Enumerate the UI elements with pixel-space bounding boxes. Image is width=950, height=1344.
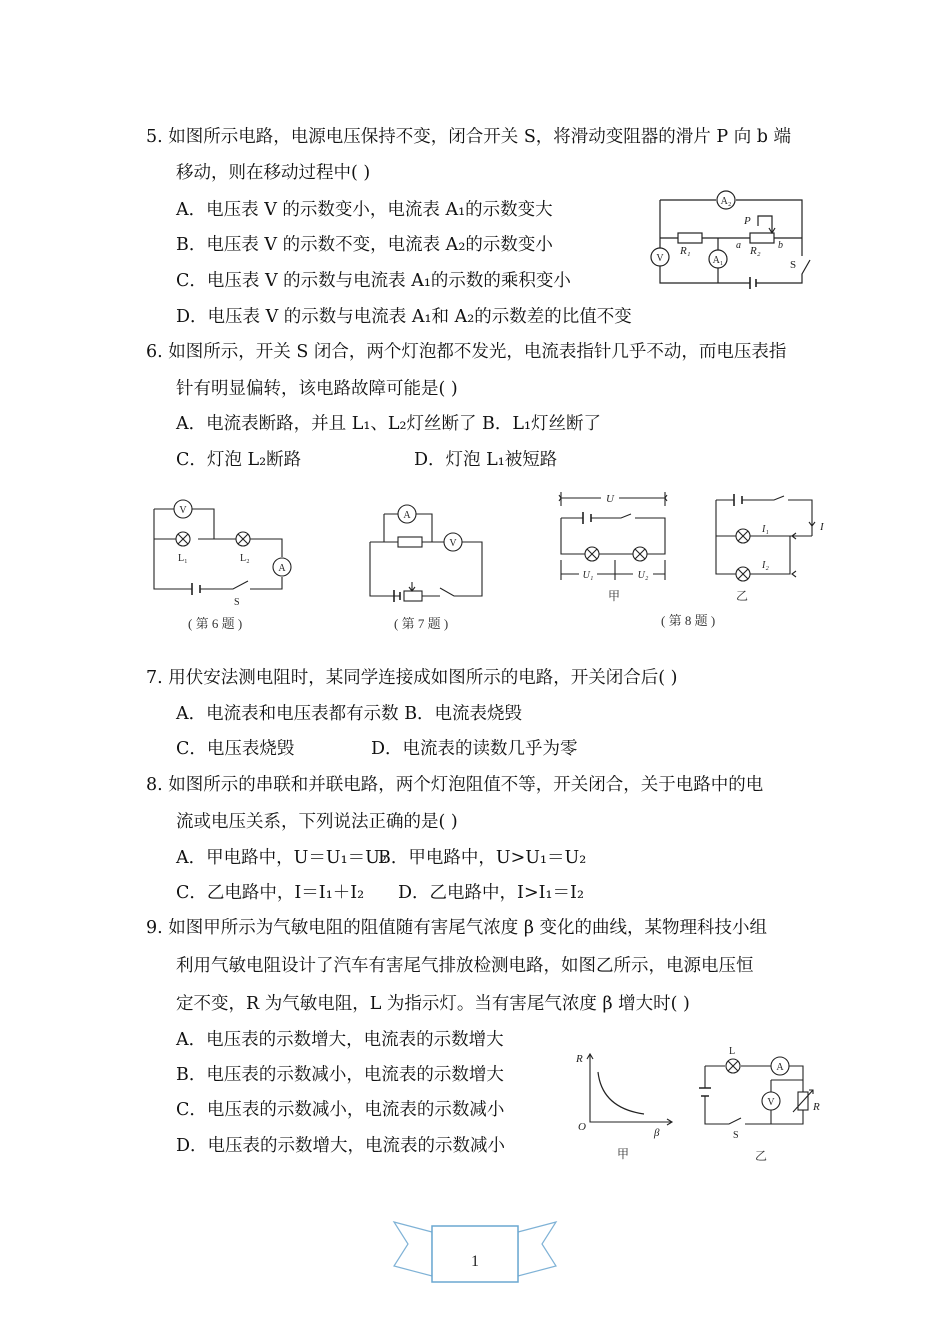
q6-stem-line1: 6. 如图所示，开关 S 闭合，两个灯泡都不发光，电流表指针几乎不动，而电压表指 — [146, 342, 787, 362]
q9-option-b: B．电压表的示数减小，电流表的示数增大 — [176, 1065, 504, 1085]
q9-option-d: D．电压表的示数增大，电流表的示数减小 — [176, 1136, 506, 1156]
q7-circuit-figure — [360, 500, 500, 635]
q5-circuit-figure — [640, 188, 820, 298]
q8-option-b: B．甲电路中，U>U₁＝U₂ — [378, 848, 587, 868]
q9-fig-v: V — [767, 1097, 775, 1108]
q5-fig-p: P — [744, 215, 751, 227]
q9-stem-line2: 利用气敏电阻设计了汽车有害尾气排放检测电路，如图乙所示，电源电压恒 — [176, 956, 754, 976]
q8-parallel-figure — [708, 488, 838, 608]
q7-figure-caption: ( 第 7 题 ) — [394, 616, 449, 631]
q9-fig-a: A — [776, 1062, 784, 1073]
q9-graph-figure — [572, 1050, 682, 1165]
q8-fig-i: I — [820, 521, 824, 533]
q5-fig-a: a — [736, 240, 741, 251]
q5-fig-r1: R₁ — [680, 245, 691, 257]
q8-fig-u1: U₁ — [582, 570, 594, 581]
q6-option-c: C．灯泡 L₂断路 — [176, 450, 302, 470]
q9-fig-yi: 乙 — [755, 1149, 768, 1163]
q9-option-c: C．电压表的示数减小，电流表的示数减小 — [176, 1100, 505, 1120]
q8-option-c: C．乙电路中，I＝I₁＋I₂ — [176, 883, 365, 903]
q9-fig-s: S — [733, 1130, 739, 1141]
q9-fig-origin: O — [578, 1121, 586, 1133]
q5-fig-a2: A₂ — [720, 196, 732, 207]
q7-option-ab: A．电流表和电压表都有示数 B．电流表烧毁 — [176, 704, 523, 724]
q9-circuit-figure — [695, 1040, 835, 1165]
q5-fig-r2: R₂ — [750, 245, 761, 257]
q9-fig-l: L — [729, 1046, 736, 1057]
q6-circuit-figure — [148, 495, 298, 635]
page-number: 1 — [471, 1253, 479, 1270]
q5-stem-line2: 移动，则在移动过程中( ) — [176, 163, 371, 183]
q8-fig-u2: U₂ — [637, 570, 649, 581]
q5-option-b: B．电压表 V 的示数不变，电流表 A₂的示数变小 — [176, 235, 553, 255]
q5-stem-line1: 5. 如图所示电路，电源电压保持不变，闭合开关 S，将滑动变阻器的滑片 P 向 b 端 — [146, 127, 792, 147]
q9-option-a: A．电压表的示数增大，电流表的示数增大 — [176, 1030, 504, 1050]
q6-fig-s: S — [234, 597, 240, 608]
q7-fig-v: V — [449, 538, 457, 549]
q5-fig-b: b — [778, 240, 783, 251]
q5-option-d: D．电压表 V 的示数与电流表 A₁和 A₂的示数差的比值不变 — [176, 307, 632, 327]
q5-option-a: A．电压表 V 的示数变小，电流表 A₁的示数变大 — [176, 200, 553, 220]
q6-stem-line2: 针有明显偏转，该电路故障可能是( ) — [176, 379, 458, 399]
q9-fig-beta: β — [654, 1127, 660, 1139]
footer-ribbon — [390, 1218, 560, 1288]
q8-figure-caption: ( 第 8 题 ) — [661, 613, 716, 628]
q9-fig-r-axis: R — [576, 1053, 583, 1065]
q8-series-figure — [555, 488, 675, 608]
q7-fig-a: A — [403, 510, 411, 521]
q5-fig-a1: A₁ — [712, 255, 724, 266]
q7-stem: 7. 用伏安法测电阻时，某同学连接成如图所示的电路，开关闭合后( ) — [146, 668, 678, 688]
q8-fig-i1: I₁ — [762, 524, 769, 535]
q7-option-d: D．电流表的读数几乎为零 — [371, 739, 578, 759]
q9-stem-line3: 定不变，R 为气敏电阻，L 为指示灯。当有害尾气浓度 β 增大时( ) — [176, 994, 690, 1014]
q8-option-d: D．乙电路中，I>I₁＝I₂ — [398, 883, 584, 903]
q9-fig-jia: 甲 — [617, 1147, 630, 1161]
q7-option-c: C．电压表烧毁 — [176, 739, 295, 759]
q8-stem-line2: 流或电压关系，下列说法正确的是( ) — [176, 812, 458, 832]
q8-option-a: A．甲电路中，U＝U₁＝U₂ — [176, 848, 387, 868]
q6-fig-l2: L₂ — [240, 553, 250, 564]
q9-fig-r: R — [813, 1101, 820, 1113]
q8-fig-jia: 甲 — [608, 589, 621, 603]
q5-fig-v: V — [656, 253, 664, 264]
q6-fig-l1: L₁ — [178, 553, 188, 564]
q6-figure-caption: ( 第 6 题 ) — [188, 616, 243, 631]
q8-fig-yi: 乙 — [736, 589, 749, 603]
q8-fig-i2: I₂ — [762, 560, 769, 571]
q8-stem-line1: 8. 如图所示的串联和并联电路，两个灯泡阻值不等，开关闭合，关于电路中的电 — [146, 775, 764, 795]
q6-option-ab: A．电流表断路，并且 L₁、L₂灯丝断了 B．L₁灯丝断了 — [176, 414, 602, 434]
q6-option-d: D．灯泡 L₁被短路 — [414, 450, 558, 470]
q8-fig-u: U — [606, 493, 614, 505]
q8-figure-caption-wrap — [655, 610, 745, 630]
q9-stem-line1: 9. 如图甲所示为气敏电阻的阻值随有害尾气浓度 β 变化的曲线，某物理科技小组 — [146, 918, 767, 938]
q6-fig-a: A — [278, 563, 286, 574]
q5-option-c: C．电压表 V 的示数与电流表 A₁的示数的乘积变小 — [176, 271, 571, 291]
q6-fig-v: V — [179, 505, 187, 516]
q5-fig-s: S — [790, 259, 797, 271]
